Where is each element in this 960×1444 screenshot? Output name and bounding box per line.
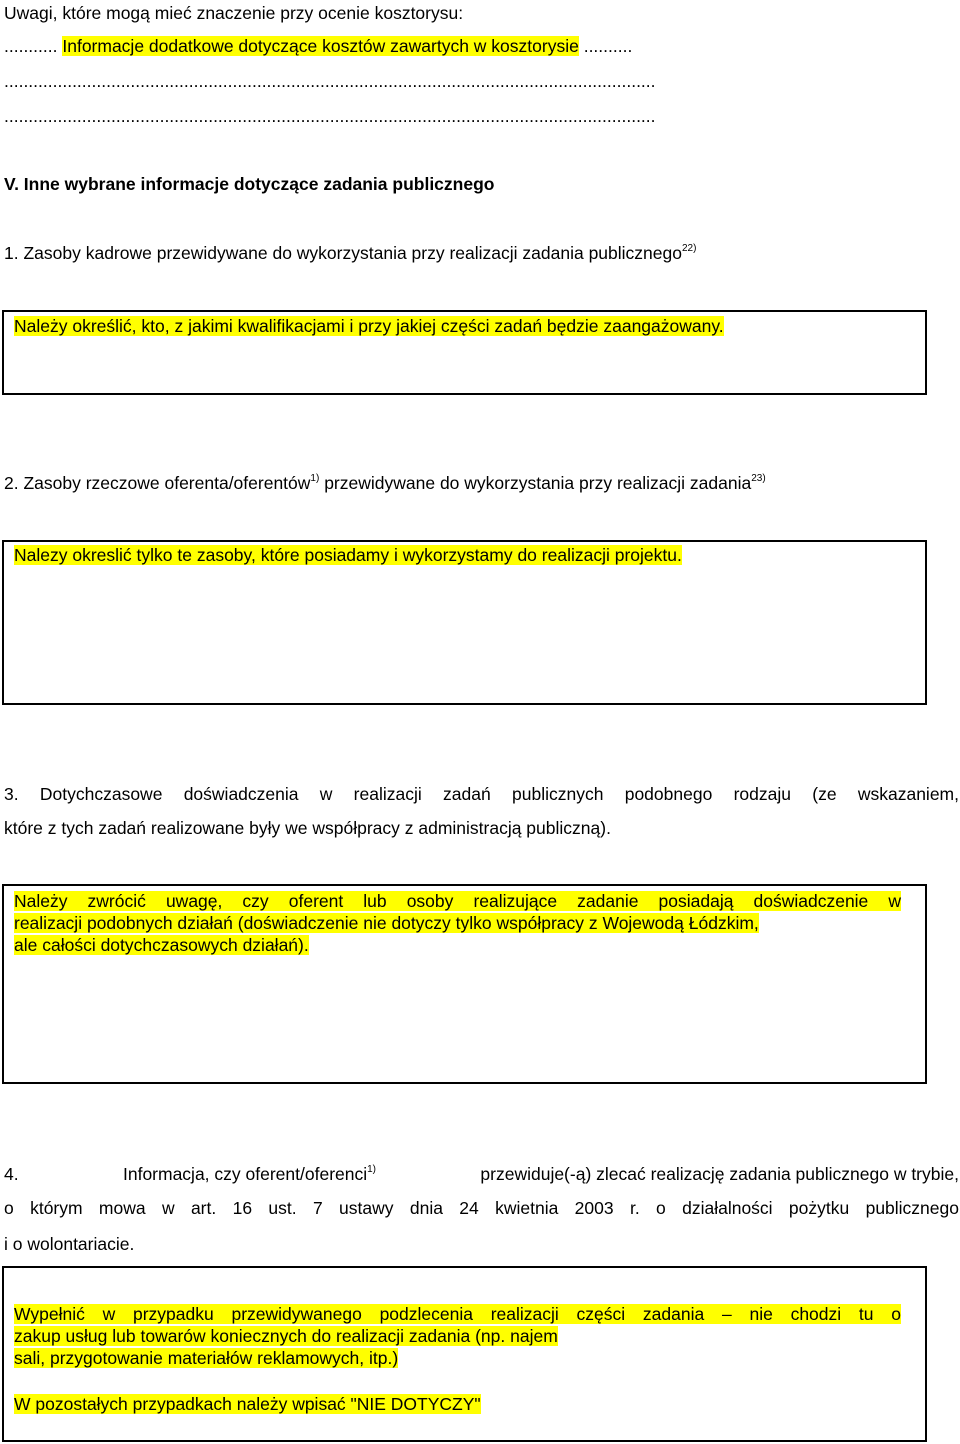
item-4-label-line-2: o którym mowa w art. 16 ust. 7 ustawy dnia 24 kwietnia 2003 r. o działalności pożytku publicznego <box>4 1198 959 1218</box>
item-3-label-line-1: 3. Dotychczasowe doświadczenia w realizacji zadań publicznych podobnego rodzaju (ze wskazaniem, <box>4 784 959 804</box>
item-4-label-line-1 <box>4 1163 959 1185</box>
item-2-footnote-1: 1) <box>310 473 320 484</box>
item-4-box-line-1-wrap <box>14 1303 901 1325</box>
item-1-box[interactable] <box>2 310 927 395</box>
item-1-label-text: 1. Zasoby kadrowe przewidywane do wykorzystania przy realizacji zadania publicznego <box>4 243 682 263</box>
dots-prefix: ........... <box>4 36 58 56</box>
item-3-box-line-2: realizacji podobnych działań (doświadczenie nie dotyczy tylko współpracy z Wojewodą Łódzkim, <box>14 913 759 933</box>
item-4-box-line-1: Wypełnić w przypadku przewidywanego podzlecenia realizacji części zadania – nie chodzi tu o <box>14 1304 901 1324</box>
remarks-highlight: Informacje dodatkowe dotyczące kosztów zawartych w kosztorysie <box>62 36 579 56</box>
item-2-footnote-2: 23) <box>751 473 766 484</box>
item-1-box-text: Należy określić, kto, z jakimi kwalifikacjami i przy jakiej części zadań będzie zaangażowany. <box>14 316 724 336</box>
item-4-label-line-3: i o wolontariacie. <box>4 1234 135 1254</box>
item-2-box[interactable] <box>2 540 927 705</box>
item-2-label <box>4 472 766 494</box>
item-3-box-line-1-wrap <box>14 890 901 912</box>
item-4-label-line-1a: Informacja, czy oferent/oferenci <box>122 1164 368 1184</box>
item-2-label-part2: przewidywane do wykorzystania przy realizacji zadania <box>319 473 752 493</box>
remarks-line-1 <box>4 35 632 57</box>
item-4-box-line-2-wrap <box>14 1325 901 1347</box>
section-v-title: V. Inne wybrane informacje dotyczące zadania publicznego <box>4 174 495 194</box>
item-3-box-line-1: Należy zwrócić uwagę, czy oferent lub osoby realizujące zadanie posiadają doświadczenie w <box>14 891 901 911</box>
item-1-label <box>4 242 696 264</box>
remarks-line-3: ...................................................................................................................................... <box>4 106 656 126</box>
item-4-box-line-3-wrap <box>14 1347 901 1369</box>
item-2-label-part1: 2. Zasoby rzeczowe oferenta/oferentów <box>4 473 311 493</box>
item-4-number: 4. <box>4 1164 19 1184</box>
item-4-label-line-1b: przewiduje(-ą) zlecać realizację zadania publicznego w trybie, <box>480 1164 959 1184</box>
item-4-box[interactable] <box>2 1266 927 1442</box>
item-3-label-line-2: które z tych zadań realizowane były we współpracy z administracją publiczną). <box>4 818 611 838</box>
item-3-box-line-3: ale całości dotychczasowych działań). <box>14 935 309 955</box>
item-4-box-line-3: sali, przygotowanie materiałów reklamowych, itp.) <box>14 1348 399 1368</box>
item-4-box-line-4: W pozostałych przypadkach należy wpisać "NIE DOTYCZY" <box>14 1394 481 1414</box>
remarks-heading: Uwagi, które mogą mieć znaczenie przy ocenie kosztorysu: <box>4 3 464 23</box>
remarks-line-2: ...................................................................................................................................... <box>4 71 656 91</box>
item-2-box-text: Nalezy okreslić tylko te zasoby, które posiadamy i wykorzystamy do realizacji projektu. <box>14 545 682 565</box>
item-3-box-line-2-wrap <box>14 912 901 934</box>
item-3-box[interactable] <box>2 884 927 1084</box>
item-4-box-line-4-wrap <box>14 1393 901 1415</box>
item-4-box-line-2: zakup usług lub towarów koniecznych do realizacji zadania (np. najem <box>14 1326 558 1346</box>
item-1-footnote: 22) <box>681 243 697 254</box>
item-4-footnote: 1) <box>367 1164 377 1175</box>
item-3-box-line-3-wrap <box>14 934 901 956</box>
dots-suffix: .......... <box>583 36 633 56</box>
item-4-label-line-1a-wrap <box>123 1163 376 1185</box>
